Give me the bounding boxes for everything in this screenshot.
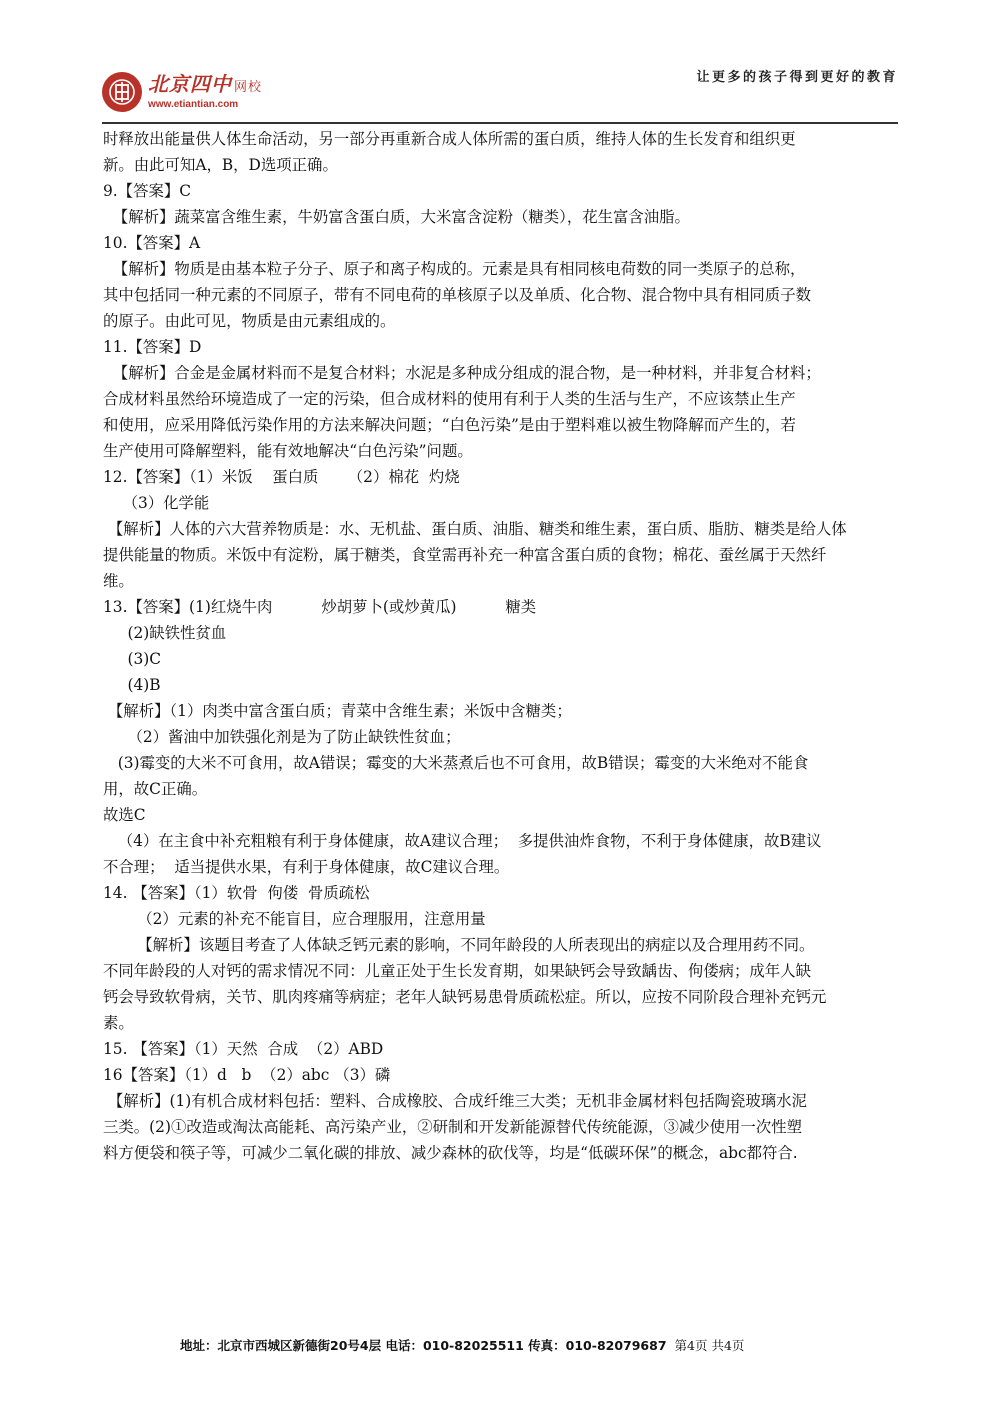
text-line: 维。 bbox=[103, 572, 134, 590]
text-line: 和使用，应采用降低污染作用的方法来解决问题；“白色污染”是由于塑料难以被生物降解而产生的，若 bbox=[103, 416, 796, 434]
text-line: 用，故C正确。 bbox=[103, 780, 208, 798]
text-line: (3)C bbox=[103, 650, 162, 668]
text-line: 11.【答案】D bbox=[103, 338, 202, 356]
text-line: 钙会导致软骨病，关节、肌肉疼痛等病症；老年人缺钙易患骨质疏松症。所以，应按不同阶段合理补充钙元 bbox=[103, 988, 827, 1006]
page-number: 第4页 共4页 bbox=[674, 1338, 745, 1353]
logo-name: 北京四中 网校 bbox=[148, 72, 263, 96]
logo-suffix: 网校 bbox=[234, 80, 263, 95]
header-slogan: 让更多的孩子得到更好的教育 bbox=[696, 70, 898, 85]
text-line: （2）元素的补充不能盲目，应合理服用，注意用量 bbox=[103, 910, 486, 928]
text-line: （2）酱油中加铁强化剂是为了防止缺铁性贫血； bbox=[103, 728, 461, 746]
text-line: 14. 【答案】（1）软骨 佝偻 骨质疏松 bbox=[103, 884, 370, 902]
text-line: 15. 【答案】（1）天然 合成 （2）ABD bbox=[103, 1040, 384, 1058]
text-line: 【解析】合金是金属材料而不是复合材料；水泥是多种成分组成的混合物，是一种材料，并非复合材料； bbox=[103, 364, 821, 382]
text-line: 新。由此可知A，B，D选项正确。 bbox=[103, 156, 338, 174]
logo-seal-icon bbox=[102, 72, 142, 112]
footer-contact: 地址：北京市西城区新德街20号4层 电话：010-82025511 传真：010-82079687 bbox=[180, 1338, 667, 1353]
logo-text bbox=[148, 73, 262, 111]
text-line: （4）在主食中补充粗粮有利于身体健康，故A建议合理； 多提供油炸食物，不利于身体健康，故B建议 bbox=[103, 832, 822, 850]
text-line: 料方便袋和筷子等，可减少二氧化碳的排放、减少森林的砍伐等，均是“低碳环保”的概念，abc都符合. bbox=[103, 1144, 798, 1162]
text-line: 10.【答案】A bbox=[103, 234, 201, 252]
text-line: 【解析】(1)有机合成材料包括：塑料、合成橡胶、合成纤维三大类；无机非金属材料包括陶瓷玻璃水泥 bbox=[103, 1092, 807, 1110]
text-line: 素。 bbox=[103, 1014, 134, 1032]
text-line: 合成材料虽然给环境造成了一定的污染，但合成材料的使用有利于人类的生活与生产，不应该禁止生产 bbox=[103, 390, 796, 408]
text-line: 【解析】蔬菜富含维生素，牛奶富含蛋白质，大米富含淀粉（糖类），花生富含油脂。 bbox=[103, 208, 690, 226]
page-footer bbox=[180, 1336, 880, 1354]
school-logo[interactable] bbox=[102, 72, 262, 112]
text-line: 13.【答案】(1)红烧牛肉 炒胡萝卜(或炒黄瓜) 糖类 bbox=[103, 598, 537, 616]
text-line: (2)缺铁性贫血 bbox=[103, 624, 227, 642]
text-line: 【解析】（1）肉类中富含蛋白质；青菜中含维生素；米饭中含糖类； bbox=[103, 702, 572, 720]
text-line: 【解析】人体的六大营养物质是：水、无机盐、蛋白质、油脂、糖类和维生素，蛋白质、脂肪、糖类是给人体 bbox=[103, 520, 847, 538]
text-line: 其中包括同一种元素的不同原子，带有不同电荷的单核原子以及单质、化合物、混合物中具有相同质子数 bbox=[103, 286, 811, 304]
text-line: 【解析】该题目考查了人体缺乏钙元素的影响，不同年龄段的人所表现出的病症以及合理用药不同。 bbox=[103, 936, 815, 954]
text-line: 故选C bbox=[103, 806, 146, 824]
logo-url: www.etiantian.com bbox=[148, 99, 239, 110]
text-line: 不合理； 适当提供水果，有利于身体健康，故C建议合理。 bbox=[103, 858, 510, 876]
text-line: (4)B bbox=[103, 676, 161, 694]
answer-text-body bbox=[103, 126, 903, 1166]
text-line: 12.【答案】（1）米饭 蛋白质 （2）棉花 灼烧 bbox=[103, 468, 460, 486]
text-line: (3)霉变的大米不可食用，故A错误；霉变的大米蒸煮后也不可食用，故B错误；霉变的大米绝对不能食 bbox=[103, 754, 809, 772]
text-line: （3）化学能 bbox=[103, 494, 210, 512]
text-line: 【解析】物质是由基本粒子分子、原子和离子构成的。元素是具有相同核电荷数的同一类原子的总称， bbox=[103, 260, 806, 278]
page-header bbox=[102, 60, 898, 122]
header-divider bbox=[102, 122, 898, 124]
text-line: 9.【答案】C bbox=[103, 182, 192, 200]
text-line: 三类。(2)①改造或淘汰高能耗、高污染产业，②研制和开发新能源替代传统能源，③减少使用一次性塑 bbox=[103, 1118, 802, 1136]
text-line: 16【答案】（1）d b （2）abc （3）磷 bbox=[103, 1066, 391, 1084]
text-line: 生产使用可降解塑料，能有效地解决“白色污染”问题。 bbox=[103, 442, 473, 460]
text-line: 的原子。由此可见，物质是由元素组成的。 bbox=[103, 312, 396, 330]
text-line: 提供能量的物质。米饭中有淀粉，属于糖类，食堂需再补充一种富含蛋白质的食物；棉花、蚕丝属于天然纤 bbox=[103, 546, 827, 564]
text-line: 不同年龄段的人对钙的需求情况不同：儿童正处于生长发育期，如果缺钙会导致龋齿、佝偻病；成年人缺 bbox=[103, 962, 811, 980]
text-line: 时释放出能量供人体生命活动，另一部分再重新合成人体所需的蛋白质，维持人体的生长发育和组织更 bbox=[103, 130, 796, 148]
